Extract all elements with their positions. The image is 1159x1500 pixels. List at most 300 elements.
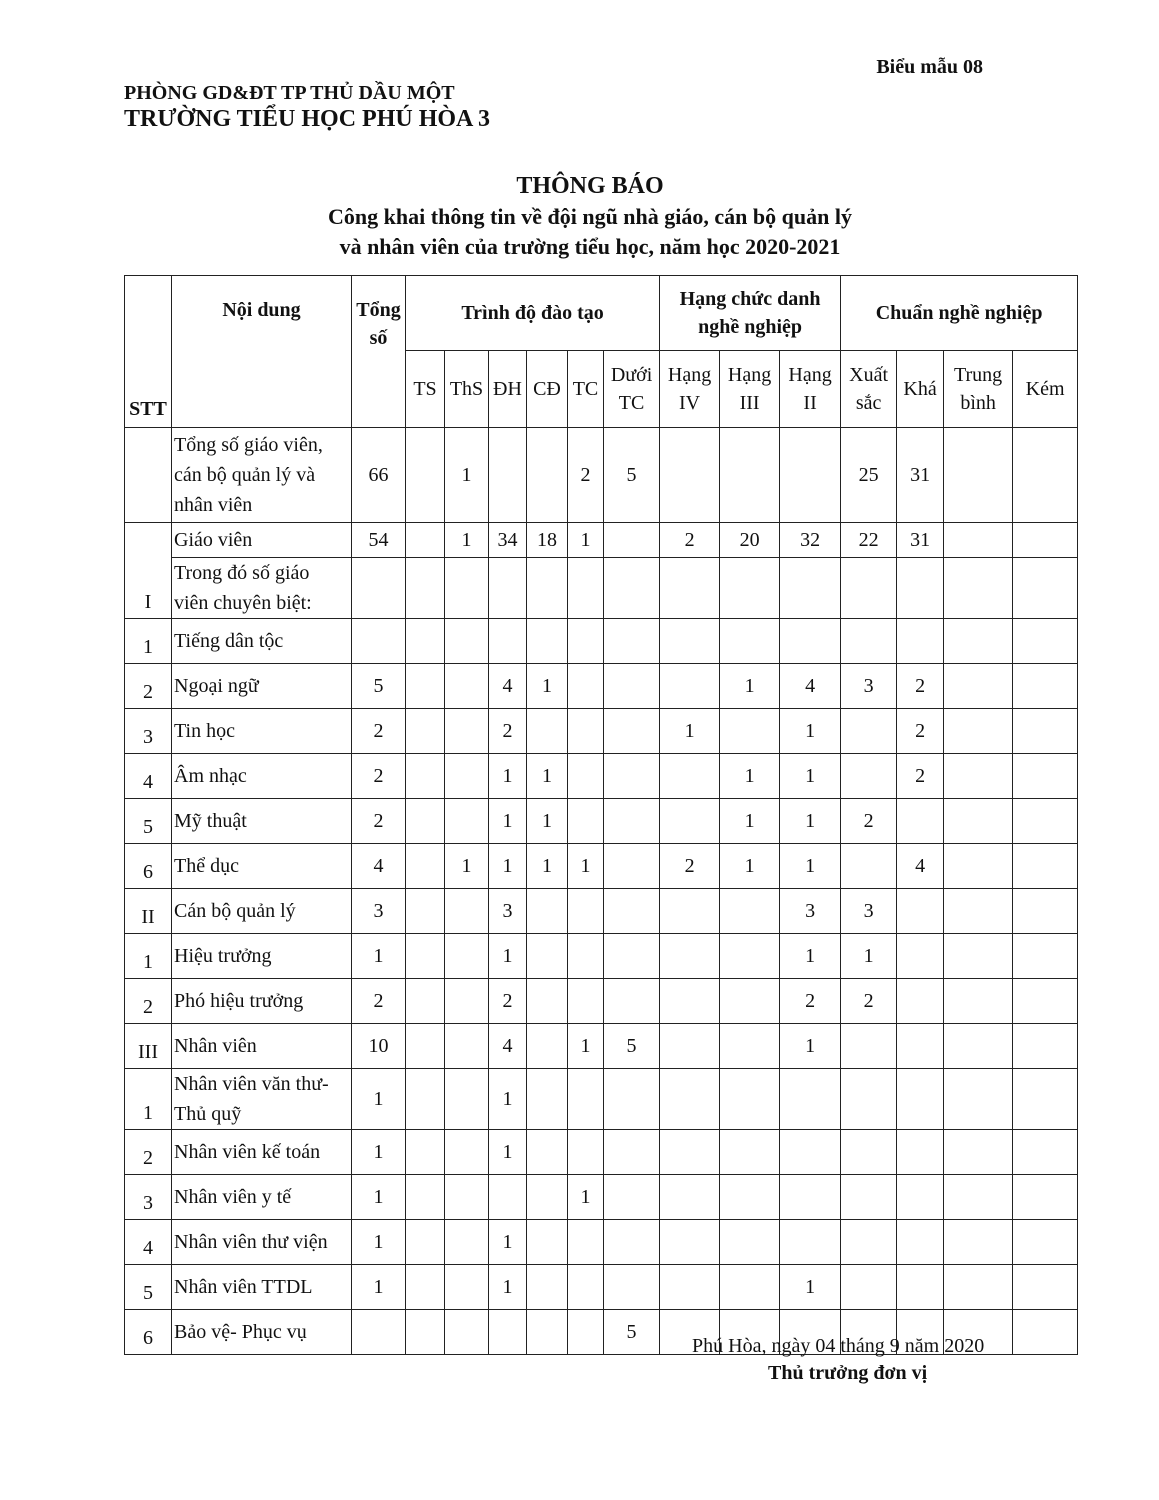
cell-ths: 1 xyxy=(445,523,489,558)
cell-kem xyxy=(1013,619,1078,664)
row-content xyxy=(172,1130,352,1175)
cell-below xyxy=(604,1220,660,1265)
cell-ts xyxy=(406,1310,445,1355)
cell-kem xyxy=(1013,1220,1078,1265)
cell-dh xyxy=(489,1310,527,1355)
header-below-tc: Dưới TC xyxy=(604,351,660,428)
cell-ths xyxy=(445,1024,489,1069)
cell-cd xyxy=(527,1130,568,1175)
cell-ts xyxy=(406,889,445,934)
cell-cd xyxy=(527,709,568,754)
cell-tb xyxy=(944,664,1013,709)
cell-ii: 4 xyxy=(780,664,841,709)
cell-total: 1 xyxy=(352,1220,406,1265)
cell-cd xyxy=(527,619,568,664)
row-content xyxy=(172,1310,352,1355)
cell-below xyxy=(604,799,660,844)
cell-below xyxy=(604,934,660,979)
header-cd: CĐ xyxy=(527,351,568,428)
row-content-line: Cán bộ quản lý xyxy=(174,900,296,922)
cell-ths xyxy=(445,1130,489,1175)
cell-cd: 18 xyxy=(527,523,568,558)
cell-ii: 1 xyxy=(780,844,841,889)
row-content xyxy=(172,1265,352,1310)
cell-ii: 1 xyxy=(780,709,841,754)
school-name: TRƯỜNG TIỂU HỌC PHÚ HÒA 3 xyxy=(124,106,491,132)
cell-xs: 1 xyxy=(841,934,897,979)
cell-dh: 1 xyxy=(489,1220,527,1265)
cell-xs xyxy=(841,619,897,664)
cell-total: 1 xyxy=(352,1130,406,1175)
cell-kem xyxy=(1013,1265,1078,1310)
cell-total: 66 xyxy=(352,428,406,523)
header-training: Trình độ đào tạo xyxy=(406,276,660,351)
cell-iv xyxy=(660,558,720,619)
cell-tb xyxy=(944,1220,1013,1265)
row-stt: 1 xyxy=(125,934,172,979)
cell-iv xyxy=(660,1130,720,1175)
cell-below xyxy=(604,1130,660,1175)
cell-iii xyxy=(720,1175,780,1220)
cell-tb xyxy=(944,1175,1013,1220)
row-content-line: Thể dục xyxy=(174,855,239,877)
cell-total: 3 xyxy=(352,889,406,934)
cell-dh: 2 xyxy=(489,709,527,754)
cell-ths xyxy=(445,754,489,799)
cell-kha: 2 xyxy=(897,709,944,754)
cell-total: 2 xyxy=(352,799,406,844)
cell-xs xyxy=(841,709,897,754)
cell-below xyxy=(604,979,660,1024)
cell-total: 1 xyxy=(352,1265,406,1310)
header-excellent: Xuất sắc xyxy=(841,351,897,428)
cell-iii xyxy=(720,558,780,619)
cell-ths xyxy=(445,558,489,619)
row-content xyxy=(172,709,352,754)
staff-table xyxy=(124,275,1078,1355)
header-row-1 xyxy=(125,276,1078,351)
cell-dh: 1 xyxy=(489,1265,527,1310)
cell-iv xyxy=(660,1024,720,1069)
cell-cd: 1 xyxy=(527,844,568,889)
cell-kha: 31 xyxy=(897,428,944,523)
cell-tb xyxy=(944,754,1013,799)
cell-dh xyxy=(489,428,527,523)
cell-total: 2 xyxy=(352,979,406,1024)
cell-ths xyxy=(445,889,489,934)
cell-kha xyxy=(897,619,944,664)
cell-below: 5 xyxy=(604,428,660,523)
cell-below xyxy=(604,754,660,799)
cell-kha xyxy=(897,1069,944,1130)
cell-ii xyxy=(780,1069,841,1130)
table-row xyxy=(125,428,1078,523)
row-content-line: Âm nhạc xyxy=(174,765,247,787)
row-content-line: Giáo viên xyxy=(174,529,253,551)
cell-iv xyxy=(660,1220,720,1265)
table-row xyxy=(125,889,1078,934)
cell-total: 2 xyxy=(352,709,406,754)
table-row xyxy=(125,799,1078,844)
row-content xyxy=(172,1175,352,1220)
cell-tb xyxy=(944,619,1013,664)
cell-kem xyxy=(1013,428,1078,523)
cell-kha xyxy=(897,1220,944,1265)
cell-ii: 1 xyxy=(780,799,841,844)
cell-iv xyxy=(660,1069,720,1130)
cell-tb xyxy=(944,523,1013,558)
header-weak: Kém xyxy=(1013,351,1078,428)
header-ths: ThS xyxy=(445,351,489,428)
header-rank-iii: Hạng III xyxy=(720,351,780,428)
row-stt: 5 xyxy=(125,1265,172,1310)
table-row xyxy=(125,844,1078,889)
cell-kha xyxy=(897,1175,944,1220)
row-content xyxy=(172,428,352,523)
cell-tb xyxy=(944,889,1013,934)
row-stt: III xyxy=(125,1024,172,1069)
cell-below xyxy=(604,1069,660,1130)
table-row xyxy=(125,1024,1078,1069)
row-content xyxy=(172,844,352,889)
cell-kha xyxy=(897,1265,944,1310)
cell-dh: 4 xyxy=(489,1024,527,1069)
cell-tc xyxy=(568,889,604,934)
row-stt: 2 xyxy=(125,664,172,709)
cell-xs xyxy=(841,1069,897,1130)
cell-cd xyxy=(527,1220,568,1265)
row-content-line: Thủ quỹ xyxy=(174,1103,242,1125)
cell-ii: 3 xyxy=(780,889,841,934)
table-row xyxy=(125,709,1078,754)
table-row xyxy=(125,754,1078,799)
row-stt: 6 xyxy=(125,1310,172,1355)
table-row xyxy=(125,664,1078,709)
cell-tc: 1 xyxy=(568,1175,604,1220)
cell-iii xyxy=(720,1265,780,1310)
row-stt: II xyxy=(125,889,172,934)
row-stt: 2 xyxy=(125,1130,172,1175)
cell-ts xyxy=(406,934,445,979)
form-number: Biểu mẫu 08 xyxy=(876,56,983,78)
cell-total: 4 xyxy=(352,844,406,889)
cell-tc xyxy=(568,979,604,1024)
cell-ths xyxy=(445,1175,489,1220)
cell-dh: 1 xyxy=(489,934,527,979)
table-row xyxy=(125,523,1078,558)
cell-iii xyxy=(720,934,780,979)
row-content xyxy=(172,799,352,844)
cell-tb xyxy=(944,844,1013,889)
cell-ii: 1 xyxy=(780,1024,841,1069)
table-row xyxy=(125,934,1078,979)
cell-ts xyxy=(406,844,445,889)
row-content-line: Trong đó số giáo xyxy=(174,562,310,584)
place-date: Phú Hòa, ngày 04 tháng 9 năm 2020 xyxy=(692,1335,985,1357)
cell-iii: 20 xyxy=(720,523,780,558)
cell-cd xyxy=(527,979,568,1024)
cell-iv: 1 xyxy=(660,709,720,754)
row-content-line: Mỹ thuật xyxy=(174,810,247,832)
cell-iv xyxy=(660,889,720,934)
cell-dh: 1 xyxy=(489,754,527,799)
cell-iii: 1 xyxy=(720,799,780,844)
cell-cd: 1 xyxy=(527,799,568,844)
table-row xyxy=(125,558,1078,619)
cell-ii xyxy=(780,558,841,619)
table-row xyxy=(125,979,1078,1024)
cell-kem xyxy=(1013,1069,1078,1130)
cell-kem xyxy=(1013,1024,1078,1069)
cell-xs xyxy=(841,1175,897,1220)
row-stt: 5 xyxy=(125,799,172,844)
cell-xs xyxy=(841,558,897,619)
cell-ts xyxy=(406,754,445,799)
cell-ths xyxy=(445,1069,489,1130)
cell-ts xyxy=(406,428,445,523)
cell-iii xyxy=(720,889,780,934)
header-rank-iv: Hạng IV xyxy=(660,351,720,428)
row-content-line: Nhân viên xyxy=(174,1035,257,1057)
row-content-line: Phó hiệu trưởng xyxy=(174,990,304,1012)
cell-ts xyxy=(406,619,445,664)
cell-ths xyxy=(445,1265,489,1310)
cell-ii: 2 xyxy=(780,979,841,1024)
cell-kem xyxy=(1013,979,1078,1024)
cell-tc xyxy=(568,1130,604,1175)
cell-dh: 4 xyxy=(489,664,527,709)
cell-kha xyxy=(897,1130,944,1175)
cell-tb xyxy=(944,1024,1013,1069)
cell-ts xyxy=(406,979,445,1024)
cell-dh xyxy=(489,1175,527,1220)
cell-ths xyxy=(445,664,489,709)
cell-ths: 1 xyxy=(445,844,489,889)
cell-ts xyxy=(406,664,445,709)
cell-dh: 34 xyxy=(489,523,527,558)
cell-kha xyxy=(897,934,944,979)
cell-xs xyxy=(841,1220,897,1265)
document-title: THÔNG BÁO xyxy=(516,173,664,199)
cell-kha xyxy=(897,799,944,844)
cell-iv xyxy=(660,934,720,979)
cell-ii xyxy=(780,428,841,523)
cell-kha xyxy=(897,1024,944,1069)
row-stt: 6 xyxy=(125,844,172,889)
cell-below xyxy=(604,523,660,558)
row-content xyxy=(172,1024,352,1069)
cell-dh: 1 xyxy=(489,1069,527,1130)
cell-xs: 3 xyxy=(841,664,897,709)
cell-kem xyxy=(1013,1130,1078,1175)
cell-tc: 1 xyxy=(568,844,604,889)
cell-iv xyxy=(660,754,720,799)
cell-kha: 2 xyxy=(897,664,944,709)
row-stt: 1 xyxy=(125,1069,172,1130)
cell-kha: 2 xyxy=(897,754,944,799)
cell-cd xyxy=(527,1024,568,1069)
cell-ii xyxy=(780,1220,841,1265)
cell-tc xyxy=(568,619,604,664)
row-content-line: Tin học xyxy=(174,720,235,742)
cell-cd: 1 xyxy=(527,664,568,709)
cell-cd xyxy=(527,1069,568,1130)
cell-tc xyxy=(568,1310,604,1355)
cell-cd xyxy=(527,1175,568,1220)
cell-total: 1 xyxy=(352,1175,406,1220)
cell-below: 5 xyxy=(604,1310,660,1355)
cell-tc xyxy=(568,934,604,979)
cell-below xyxy=(604,558,660,619)
cell-xs: 22 xyxy=(841,523,897,558)
cell-cd: 1 xyxy=(527,754,568,799)
row-content-line: Bảo vệ- Phục vụ xyxy=(174,1321,307,1343)
cell-ths xyxy=(445,934,489,979)
cell-kem xyxy=(1013,1310,1078,1355)
cell-cd xyxy=(527,889,568,934)
cell-kem xyxy=(1013,558,1078,619)
cell-below xyxy=(604,889,660,934)
row-content-line: Hiệu trưởng xyxy=(174,945,272,967)
row-stt xyxy=(125,428,172,523)
cell-dh: 2 xyxy=(489,979,527,1024)
cell-tc xyxy=(568,1265,604,1310)
cell-iii xyxy=(720,619,780,664)
cell-iii xyxy=(720,1069,780,1130)
cell-cd xyxy=(527,1310,568,1355)
cell-iii: 1 xyxy=(720,664,780,709)
cell-tc xyxy=(568,664,604,709)
cell-xs: 2 xyxy=(841,799,897,844)
table-row xyxy=(125,1175,1078,1220)
cell-tc: 1 xyxy=(568,1024,604,1069)
department-name: PHÒNG GD&ĐT TP THỦ DẦU MỘT xyxy=(124,82,455,104)
cell-ii xyxy=(780,1130,841,1175)
cell-kem xyxy=(1013,1175,1078,1220)
cell-dh: 3 xyxy=(489,889,527,934)
cell-iii xyxy=(720,709,780,754)
cell-iii xyxy=(720,1024,780,1069)
cell-dh: 1 xyxy=(489,799,527,844)
cell-iv: 2 xyxy=(660,844,720,889)
cell-ts xyxy=(406,1265,445,1310)
row-content-line: Nhân viên TTDL xyxy=(174,1276,313,1298)
row-content xyxy=(172,934,352,979)
cell-total: 5 xyxy=(352,664,406,709)
row-content-line: Nhân viên y tế xyxy=(174,1186,292,1208)
cell-tb xyxy=(944,1130,1013,1175)
cell-kem xyxy=(1013,889,1078,934)
cell-cd xyxy=(527,558,568,619)
cell-ths xyxy=(445,799,489,844)
cell-kha xyxy=(897,979,944,1024)
header-standard: Chuẩn nghề nghiệp xyxy=(841,276,1078,351)
row-content xyxy=(172,979,352,1024)
cell-kha xyxy=(897,889,944,934)
cell-total: 1 xyxy=(352,1069,406,1130)
cell-tb xyxy=(944,709,1013,754)
cell-kha: 4 xyxy=(897,844,944,889)
header-tc: TC xyxy=(568,351,604,428)
cell-xs xyxy=(841,1024,897,1069)
cell-iv xyxy=(660,1265,720,1310)
cell-ths xyxy=(445,979,489,1024)
cell-kem xyxy=(1013,934,1078,979)
cell-ii xyxy=(780,1175,841,1220)
cell-below xyxy=(604,1175,660,1220)
cell-kem xyxy=(1013,844,1078,889)
row-content-line: Nhân viên kế toán xyxy=(174,1141,321,1163)
header-content: Nội dung xyxy=(172,276,352,428)
cell-tc xyxy=(568,1220,604,1265)
cell-tb xyxy=(944,799,1013,844)
cell-ts xyxy=(406,1220,445,1265)
cell-tb xyxy=(944,1265,1013,1310)
cell-tb xyxy=(944,558,1013,619)
cell-xs: 2 xyxy=(841,979,897,1024)
signer-title: Thủ trưởng đơn vị xyxy=(768,1362,928,1384)
cell-ts xyxy=(406,1069,445,1130)
cell-cd xyxy=(527,428,568,523)
cell-ii: 1 xyxy=(780,934,841,979)
row-content-line: Tổng số giáo viên, xyxy=(174,434,323,456)
cell-iv: 2 xyxy=(660,523,720,558)
cell-iii xyxy=(720,979,780,1024)
row-content-line: nhân viên xyxy=(174,494,253,516)
document-subtitle-line-1: Công khai thông tin về đội ngũ nhà giáo, cán bộ quản lý xyxy=(328,204,852,229)
cell-below xyxy=(604,844,660,889)
cell-kha xyxy=(897,558,944,619)
cell-iii: 1 xyxy=(720,844,780,889)
row-content xyxy=(172,754,352,799)
cell-cd xyxy=(527,1265,568,1310)
row-content xyxy=(172,889,352,934)
cell-ii: 1 xyxy=(780,1265,841,1310)
cell-kem xyxy=(1013,799,1078,844)
cell-kha: 31 xyxy=(897,523,944,558)
cell-tc: 1 xyxy=(568,523,604,558)
cell-kem xyxy=(1013,709,1078,754)
row-content-line: viên chuyên biệt: xyxy=(174,592,312,614)
row-stt: 4 xyxy=(125,754,172,799)
cell-ts xyxy=(406,558,445,619)
row-stt: 2 xyxy=(125,979,172,1024)
row-content-line: Nhân viên văn thư- xyxy=(174,1073,329,1095)
row-stt: 4 xyxy=(125,1220,172,1265)
cell-ths xyxy=(445,1220,489,1265)
cell-iv xyxy=(660,619,720,664)
cell-xs: 25 xyxy=(841,428,897,523)
cell-ii xyxy=(780,619,841,664)
row-content xyxy=(172,523,352,558)
cell-ts xyxy=(406,799,445,844)
cell-ths xyxy=(445,619,489,664)
cell-tc xyxy=(568,1069,604,1130)
cell-below xyxy=(604,1265,660,1310)
row-content xyxy=(172,1069,352,1130)
cell-iii: 1 xyxy=(720,754,780,799)
header-rank-ii: Hạng II xyxy=(780,351,841,428)
cell-total: 2 xyxy=(352,754,406,799)
cell-below xyxy=(604,709,660,754)
cell-dh: 1 xyxy=(489,1130,527,1175)
row-content-line: Nhân viên thư viện xyxy=(174,1231,328,1253)
cell-tb xyxy=(944,934,1013,979)
header-dh: ĐH xyxy=(489,351,527,428)
row-stt: 3 xyxy=(125,709,172,754)
cell-iii xyxy=(720,1220,780,1265)
cell-ts xyxy=(406,1024,445,1069)
